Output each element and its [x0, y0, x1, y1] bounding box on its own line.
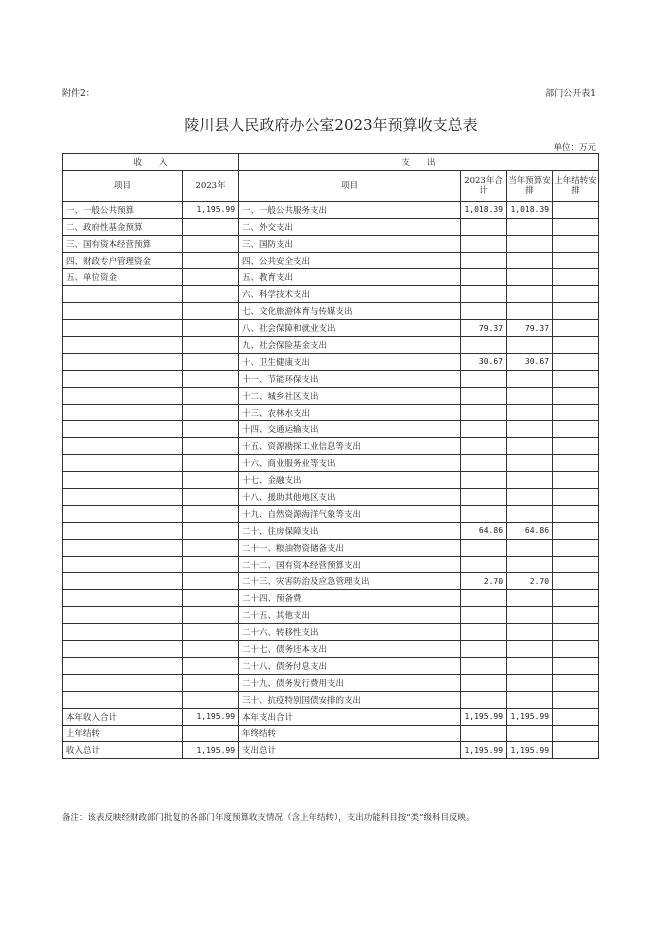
- current-budget-cell: [507, 404, 553, 421]
- carryover-cell: [553, 657, 599, 674]
- current-budget-cell: [507, 252, 553, 269]
- expense-total-cell: 79.37: [461, 320, 507, 337]
- current-budget-cell: [507, 370, 553, 387]
- carryover-cell: [553, 708, 599, 725]
- table-row: [63, 641, 599, 658]
- carryover-cell: [553, 505, 599, 522]
- expense-item-cell: 十四、交通运输支出: [239, 421, 461, 438]
- income-item-cell: [63, 455, 183, 472]
- income-item-cell: [63, 353, 183, 370]
- income-value-cell: [183, 472, 239, 489]
- table-row: [63, 286, 599, 303]
- income-value-cell: [183, 438, 239, 455]
- expense-total-cell: [461, 421, 507, 438]
- current-budget-cell: 30.67: [507, 353, 553, 370]
- table-row: [63, 438, 599, 455]
- expense-total-cell: [461, 607, 507, 624]
- table-row: [63, 320, 599, 337]
- expense-total-cell: [461, 725, 507, 742]
- expense-item-cell: 九、社会保险基金支出: [239, 337, 461, 354]
- carryover-cell: [553, 742, 599, 759]
- carryover-cell: [553, 370, 599, 387]
- table-code: 部门公开表1: [545, 89, 596, 99]
- table-row: [63, 252, 599, 269]
- income-value-cell: [183, 641, 239, 658]
- expense-total-cell: [461, 337, 507, 354]
- table-row: [63, 201, 599, 218]
- carryover-cell: [553, 303, 599, 320]
- expense-total-cell: 1,195.99: [461, 742, 507, 759]
- expense-item-cell: 七、文化旅游体育与传媒支出: [239, 303, 461, 320]
- carryover-cell: [553, 404, 599, 421]
- table-row: [63, 742, 599, 759]
- income-item-cell: [63, 539, 183, 556]
- expense-item-cell: 二、外交支出: [239, 218, 461, 235]
- expense-group-header: 支 出: [239, 154, 599, 171]
- income-value-cell: [183, 691, 239, 708]
- expense-total-cell: [461, 387, 507, 404]
- current-budget-cell: [507, 489, 553, 506]
- expense-item-cell: 支出总计: [239, 742, 461, 759]
- current-budget-cell: [507, 455, 553, 472]
- current-budget-cell: [507, 438, 553, 455]
- footer-note: 备注：该表反映经财政部门批复的各部门年度预算收支情况（含上年结转），支出功能科目按“类”级科目反映。: [62, 813, 475, 823]
- expense-item-cell: 二十五、其他支出: [239, 607, 461, 624]
- expense-item-cell: 十一、节能环保支出: [239, 370, 461, 387]
- income-item-cell: [63, 657, 183, 674]
- carryover-cell: [553, 556, 599, 573]
- carryover-cell: [553, 539, 599, 556]
- table-row: [63, 590, 599, 607]
- carryover-cell: [553, 573, 599, 590]
- income-value-cell: [183, 269, 239, 286]
- income-value-cell: [183, 455, 239, 472]
- income-value-cell: [183, 286, 239, 303]
- table-row: [63, 505, 599, 522]
- income-value-cell: [183, 404, 239, 421]
- expense-total-cell: [461, 269, 507, 286]
- carryover-cell: [553, 641, 599, 658]
- expense-item-cell: 三、国防支出: [239, 235, 461, 252]
- income-value-cell: [183, 725, 239, 742]
- carryover-cell: [553, 489, 599, 506]
- table-row: [63, 556, 599, 573]
- expense-total-cell: 1,018.39: [461, 201, 507, 218]
- carryover-cell: [553, 269, 599, 286]
- table-row: [63, 657, 599, 674]
- table-row: [63, 353, 599, 370]
- expense-total-cell: [461, 641, 507, 658]
- income-item-cell: [63, 337, 183, 354]
- income-group-header: 收 入: [63, 154, 239, 171]
- current-budget-cell: 64.86: [507, 522, 553, 539]
- current-budget-cell: 1,195.99: [507, 742, 553, 759]
- expense-item-cell: 二十七、债务还本支出: [239, 641, 461, 658]
- expense-total-cell: 1,195.99: [461, 708, 507, 725]
- income-item-cell: [63, 674, 183, 691]
- income-value-cell: [183, 556, 239, 573]
- expense-item-cell: 本年支出合计: [239, 708, 461, 725]
- current-budget-cell: [507, 387, 553, 404]
- carryover-cell: [553, 472, 599, 489]
- table-row: [63, 404, 599, 421]
- carryover-cell: [553, 725, 599, 742]
- carryover-cell: [553, 438, 599, 455]
- income-value-cell: [183, 421, 239, 438]
- expense-item-cell: 一、一般公共服务支出: [239, 201, 461, 218]
- income-item-header: 项目: [63, 170, 183, 201]
- current-budget-cell: [507, 590, 553, 607]
- expense-item-cell: 四、公共安全支出: [239, 252, 461, 269]
- income-item-cell: 二、政府性基金预算: [63, 218, 183, 235]
- expense-item-cell: 二十八、债务付息支出: [239, 657, 461, 674]
- current-budget-cell: [507, 269, 553, 286]
- expense-total-cell: [461, 505, 507, 522]
- table-row: [63, 370, 599, 387]
- expense-item-header: 项目: [239, 170, 461, 201]
- income-item-cell: [63, 590, 183, 607]
- income-value-cell: [183, 674, 239, 691]
- table-row: [63, 235, 599, 252]
- carryover-cell: [553, 387, 599, 404]
- expense-total-cell: [461, 455, 507, 472]
- carryover-cell: [553, 218, 599, 235]
- income-value-cell: 1,195.99: [183, 742, 239, 759]
- income-value-cell: [183, 337, 239, 354]
- current-budget-cell: [507, 556, 553, 573]
- income-item-cell: [63, 404, 183, 421]
- income-2023-header: 2023年: [183, 170, 239, 201]
- income-item-cell: [63, 641, 183, 658]
- income-item-cell: [63, 320, 183, 337]
- income-value-cell: [183, 624, 239, 641]
- carryover-cell: [553, 455, 599, 472]
- expense-item-cell: 二十六、转移性支出: [239, 624, 461, 641]
- expense-total-cell: [461, 235, 507, 252]
- expense-total-cell: [461, 489, 507, 506]
- expense-total-cell: 64.86: [461, 522, 507, 539]
- carryover-cell: [553, 522, 599, 539]
- table-row: [63, 708, 599, 725]
- income-value-cell: [183, 353, 239, 370]
- carryover-cell: [553, 590, 599, 607]
- carryover-cell: [553, 320, 599, 337]
- income-item-cell: [63, 472, 183, 489]
- table-row: [63, 472, 599, 489]
- income-item-cell: [63, 489, 183, 506]
- income-value-cell: [183, 370, 239, 387]
- table-row: [63, 624, 599, 641]
- expense-total-cell: [461, 404, 507, 421]
- current-budget-cell: [507, 472, 553, 489]
- income-value-cell: [183, 607, 239, 624]
- current-budget-cell: [507, 218, 553, 235]
- carryover-cell: [553, 674, 599, 691]
- income-item-cell: [63, 387, 183, 404]
- carryover-cell: [553, 353, 599, 370]
- income-item-cell: [63, 303, 183, 320]
- table-row: [63, 421, 599, 438]
- current-budget-cell: 2.70: [507, 573, 553, 590]
- expense-total-cell: [461, 674, 507, 691]
- income-item-cell: [63, 370, 183, 387]
- table-row: [63, 607, 599, 624]
- income-value-cell: [183, 657, 239, 674]
- current-budget-cell: [507, 337, 553, 354]
- current-budget-cell: [507, 674, 553, 691]
- expense-total-cell: [461, 472, 507, 489]
- expense-item-cell: 八、社会保障和就业支出: [239, 320, 461, 337]
- current-budget-cell: [507, 286, 553, 303]
- income-value-cell: 1,195.99: [183, 201, 239, 218]
- table-row: [63, 337, 599, 354]
- table-row: [63, 303, 599, 320]
- expense-total-cell: [461, 556, 507, 573]
- current-budget-cell: [507, 421, 553, 438]
- carryover-cell: [553, 607, 599, 624]
- expense-item-cell: 三十、抗疫特别国债安排的支出: [239, 691, 461, 708]
- carryover-cell: [553, 624, 599, 641]
- current-budget-cell: 79.37: [507, 320, 553, 337]
- current-budget-cell: 1,195.99: [507, 708, 553, 725]
- carryover-header: 上年结转安排: [553, 170, 599, 201]
- expense-item-cell: 二十四、预备费: [239, 590, 461, 607]
- expense-total-cell: [461, 286, 507, 303]
- carryover-cell: [553, 421, 599, 438]
- expense-item-cell: 十、卫生健康支出: [239, 353, 461, 370]
- expense-total-cell: [461, 539, 507, 556]
- expense-item-cell: 二十九、债务发行费用支出: [239, 674, 461, 691]
- expense-item-cell: 十六、商业服务业等支出: [239, 455, 461, 472]
- income-item-cell: 五、单位资金: [63, 269, 183, 286]
- income-item-cell: [63, 556, 183, 573]
- table-row: [63, 387, 599, 404]
- income-item-cell: [63, 286, 183, 303]
- current-budget-cell: [507, 539, 553, 556]
- carryover-cell: [553, 337, 599, 354]
- income-item-cell: 三、国有资本经营预算: [63, 235, 183, 252]
- current-budget-cell: [507, 607, 553, 624]
- income-value-cell: [183, 252, 239, 269]
- carryover-cell: [553, 235, 599, 252]
- carryover-cell: [553, 691, 599, 708]
- expense-item-cell: 十三、农林水支出: [239, 404, 461, 421]
- income-value-cell: [183, 590, 239, 607]
- expense-item-cell: 十二、城乡社区支出: [239, 387, 461, 404]
- expense-item-cell: 十八、援助其他地区支出: [239, 489, 461, 506]
- current-budget-header: 当年预算安排: [507, 170, 553, 201]
- table-row: [63, 218, 599, 235]
- current-budget-cell: [507, 303, 553, 320]
- expense-item-cell: 十五、资源勘探工业信息等支出: [239, 438, 461, 455]
- income-item-cell: [63, 421, 183, 438]
- income-value-cell: [183, 489, 239, 506]
- table-row: [63, 691, 599, 708]
- income-value-cell: [183, 387, 239, 404]
- income-value-cell: [183, 505, 239, 522]
- carryover-cell: [553, 252, 599, 269]
- income-item-cell: [63, 522, 183, 539]
- expense-total-cell: [461, 691, 507, 708]
- table-row: [63, 269, 599, 286]
- current-budget-cell: [507, 657, 553, 674]
- current-budget-cell: [507, 624, 553, 641]
- current-budget-cell: 1,018.39: [507, 201, 553, 218]
- expense-item-cell: 五、教育支出: [239, 269, 461, 286]
- income-item-cell: 本年收入合计: [63, 708, 183, 725]
- current-budget-cell: [507, 691, 553, 708]
- expense-total-cell: [461, 624, 507, 641]
- expense-item-cell: 二十、住房保障支出: [239, 522, 461, 539]
- current-budget-cell: [507, 725, 553, 742]
- expense-item-cell: 十七、金融支出: [239, 472, 461, 489]
- income-item-cell: [63, 505, 183, 522]
- income-item-cell: 收入总计: [63, 742, 183, 759]
- income-value-cell: [183, 320, 239, 337]
- current-budget-cell: [507, 235, 553, 252]
- table-row: [63, 573, 599, 590]
- income-item-cell: [63, 573, 183, 590]
- current-budget-cell: [507, 505, 553, 522]
- income-value-cell: [183, 522, 239, 539]
- expense-total-cell: [461, 657, 507, 674]
- expense-total-header: 2023年合计: [461, 170, 507, 201]
- income-value-cell: [183, 235, 239, 252]
- income-item-cell: 上年结转: [63, 725, 183, 742]
- expense-total-cell: [461, 303, 507, 320]
- page-title: 陵川县人民政府办公室2023年预算收支总表: [184, 116, 478, 134]
- budget-summary-table: [62, 153, 599, 759]
- expense-item-cell: 十九、自然资源海洋气象等支出: [239, 505, 461, 522]
- expense-total-cell: [461, 438, 507, 455]
- expense-item-cell: 年终结转: [239, 725, 461, 742]
- income-item-cell: [63, 624, 183, 641]
- table-row: [63, 725, 599, 742]
- table-row: [63, 539, 599, 556]
- income-item-cell: [63, 691, 183, 708]
- expense-total-cell: [461, 252, 507, 269]
- income-value-cell: [183, 539, 239, 556]
- expense-total-cell: 30.67: [461, 353, 507, 370]
- income-item-cell: 四、财政专户管理资金: [63, 252, 183, 269]
- income-item-cell: [63, 607, 183, 624]
- expense-total-cell: [461, 590, 507, 607]
- table-row: [63, 522, 599, 539]
- expense-item-cell: 六、科学技术支出: [239, 286, 461, 303]
- current-budget-cell: [507, 641, 553, 658]
- income-item-cell: [63, 438, 183, 455]
- carryover-cell: [553, 286, 599, 303]
- income-value-cell: [183, 303, 239, 320]
- table-row: [63, 674, 599, 691]
- expense-item-cell: 二十三、灾害防治及应急管理支出: [239, 573, 461, 590]
- expense-total-cell: [461, 370, 507, 387]
- expense-item-cell: 二十二、国有资本经营预算支出: [239, 556, 461, 573]
- expense-item-cell: 二十一、粮油物资储备支出: [239, 539, 461, 556]
- table-row: [63, 489, 599, 506]
- table-row: [63, 455, 599, 472]
- income-item-cell: 一、一般公共预算: [63, 201, 183, 218]
- income-value-cell: [183, 573, 239, 590]
- income-value-cell: [183, 218, 239, 235]
- expense-total-cell: [461, 218, 507, 235]
- income-value-cell: 1,195.99: [183, 708, 239, 725]
- attachment-label: 附件2：: [62, 89, 95, 99]
- unit-label: 单位：万元: [553, 143, 596, 153]
- expense-total-cell: 2.70: [461, 573, 507, 590]
- carryover-cell: [553, 201, 599, 218]
